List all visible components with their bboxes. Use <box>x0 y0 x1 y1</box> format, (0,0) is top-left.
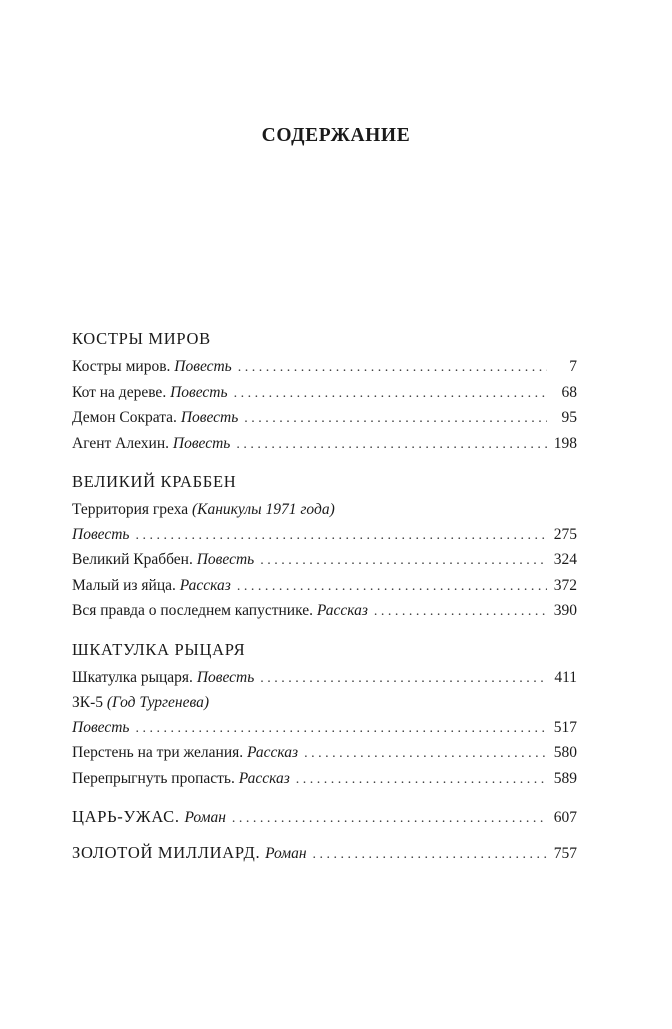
section-heading: КОСТРЫ МИРОВ <box>72 329 211 348</box>
entry-title: Кот на дереве. Повесть <box>72 383 228 401</box>
entry-title: Агент Алехин. Повесть <box>72 434 231 452</box>
toc-entry[interactable] <box>72 767 577 793</box>
toc-entry[interactable] <box>72 599 577 625</box>
entry-page-number: 68 <box>561 383 577 401</box>
entry-genre: Рассказ <box>247 744 299 761</box>
entry-subtitle: (Каникулы 1971 года) <box>192 501 335 518</box>
entry-page-number: 517 <box>553 718 577 736</box>
entry-title: Перстень на три желания. Рассказ <box>72 744 299 761</box>
toc-entry[interactable] <box>72 741 577 767</box>
dot-leader <box>304 742 547 767</box>
dot-leader <box>135 717 547 742</box>
toc-entry[interactable] <box>72 406 577 432</box>
toc-entry[interactable] <box>72 548 577 574</box>
entry-page-number: 390 <box>553 602 577 619</box>
toc-section-velikiy-krabben <box>72 470 577 625</box>
page-title: СОДЕРЖАНИЕ <box>261 125 411 147</box>
entry-genre: Рассказ <box>238 769 290 787</box>
entry-title: Костры миров. Повесть <box>72 358 232 375</box>
toc-entry[interactable] <box>72 574 577 600</box>
toc-entry-two-line[interactable] <box>72 691 577 741</box>
section-heading: ВЕЛИКИЙ КРАББЕН <box>72 472 237 491</box>
entry-page-number: 589 <box>553 769 577 787</box>
entry-title: Вся правда о последнем капустнике. Рассказ <box>72 602 368 619</box>
entry-genre: Повесть <box>174 358 232 375</box>
dot-leader <box>237 575 547 600</box>
toc-section-novel-2 <box>72 841 577 867</box>
entry-title: Территория греха (Каникулы 1971 года) <box>72 501 335 518</box>
entry-title: ЗОЛОТОЙ МИЛЛИАРД. Роман <box>72 843 307 862</box>
entry-page-number: 7 <box>569 358 577 375</box>
dot-leader <box>244 407 547 432</box>
dot-leader <box>234 382 547 407</box>
dot-leader <box>260 549 547 574</box>
entry-genre: Повесть <box>170 383 228 401</box>
toc-entry[interactable] <box>72 355 577 381</box>
entry-title: ЗК-5 (Год Тургенева) <box>72 694 210 711</box>
entry-genre: Повесть <box>72 525 130 543</box>
entry-genre: Роман <box>265 845 307 862</box>
entry-title: ЦАРЬ-УЖАС. Роман <box>72 807 226 826</box>
dot-leader <box>135 524 547 549</box>
dot-leader <box>260 667 547 692</box>
entry-page-number: 580 <box>553 744 577 761</box>
entry-title: Демон Сократа. Повесть <box>72 409 239 426</box>
entry-page-number: 411 <box>554 668 577 686</box>
entry-subtitle: (Год Тургенева) <box>106 694 210 711</box>
entry-title: Малый из яйца. Рассказ <box>72 576 231 594</box>
entry-genre: Рассказ <box>179 576 231 594</box>
toc-entry[interactable] <box>72 805 577 831</box>
entry-second-line <box>72 716 577 742</box>
entry-page-number: 275 <box>553 525 577 543</box>
entry-page-number: 324 <box>553 551 577 568</box>
dot-leader <box>296 768 547 793</box>
table-of-contents <box>72 327 577 877</box>
dot-leader <box>238 356 547 381</box>
entry-genre: Повесть <box>172 434 231 452</box>
dot-leader <box>374 600 547 625</box>
entry-genre: Рассказ <box>316 602 368 619</box>
entry-page-number: 198 <box>553 434 577 452</box>
entry-title: Шкатулка рыцаря. Повесть <box>72 668 255 686</box>
toc-entry[interactable] <box>72 381 577 407</box>
entry-page-number: 607 <box>553 809 577 826</box>
toc-section-kostry-mirov <box>72 327 577 457</box>
dot-leader <box>232 807 547 831</box>
entry-genre: Роман <box>184 809 226 826</box>
entry-genre: Повесть <box>72 718 130 736</box>
entry-genre: Повесть <box>196 551 255 568</box>
entry-page-number: 95 <box>561 409 577 426</box>
entry-page-number: 757 <box>553 845 577 862</box>
dot-leader <box>236 433 547 458</box>
section-heading: ШКАТУЛКА РЫЦАРЯ <box>72 639 246 659</box>
entry-second-line <box>72 523 577 549</box>
toc-entry[interactable] <box>72 841 577 867</box>
toc-entry[interactable] <box>72 432 577 458</box>
entry-page-number: 372 <box>553 576 577 594</box>
toc-entry-two-line[interactable] <box>72 498 577 548</box>
entry-genre: Повесть <box>180 409 239 426</box>
entry-genre: Повесть <box>196 668 255 686</box>
entry-title: Великий Краббен. Повесть <box>72 551 255 568</box>
entry-title: Перепрыгнуть пропасть. Рассказ <box>72 769 290 787</box>
toc-section-novel-1 <box>72 805 577 831</box>
dot-leader <box>313 843 547 867</box>
toc-section-shkatulka-rytsarya <box>72 638 577 793</box>
toc-entry[interactable] <box>72 666 577 692</box>
